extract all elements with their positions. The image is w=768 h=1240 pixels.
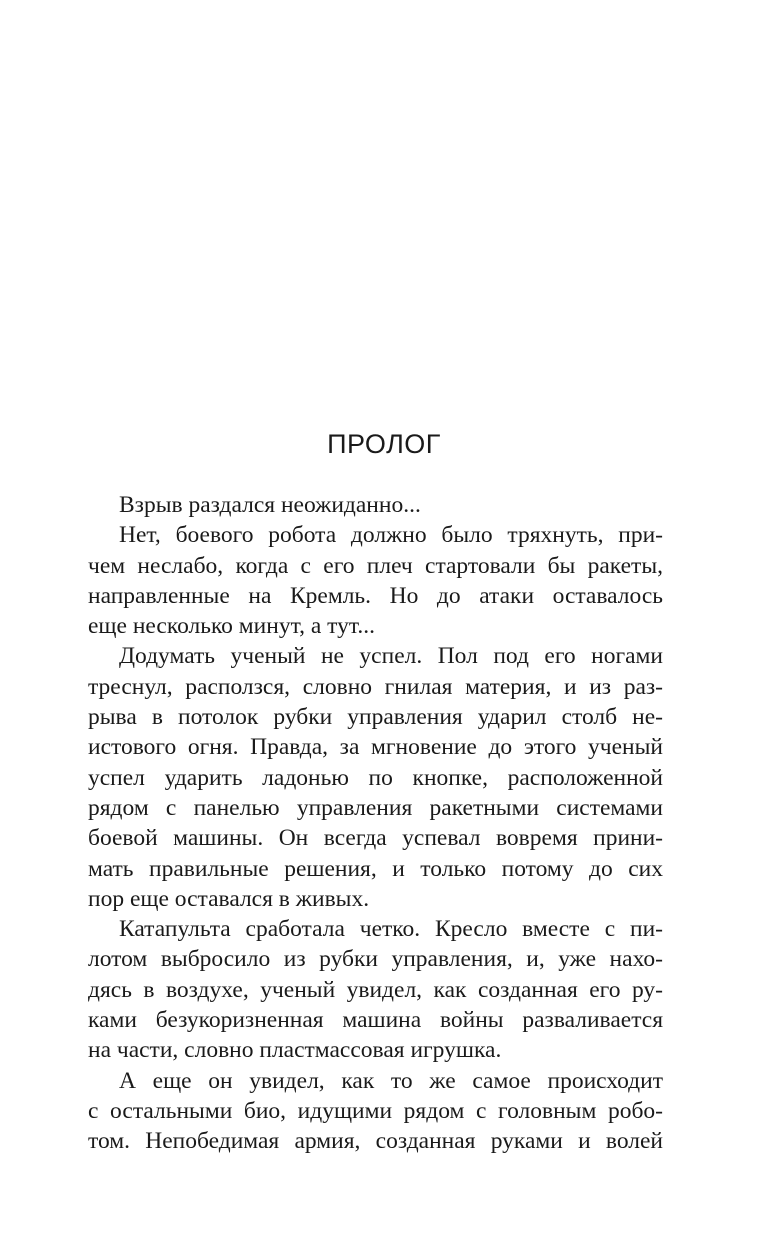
body-text — [88, 490, 663, 1157]
text-line: мать правильные решения, и только потому до сих — [88, 855, 663, 882]
text-line: рядом с панелью управления ракетными системами — [88, 794, 663, 821]
text-line: успел ударить ладонью по кнопке, расположенной — [88, 764, 663, 791]
text-line: дясь в воздухе, ученый увидел, как созданная его ру- — [88, 976, 663, 1003]
text-line: Додумать ученый не успел. Пол под его ногами — [119, 643, 663, 670]
text-line: А еще он увидел, как то же самое происходит — [119, 1067, 663, 1094]
text-line: лотом выбросило из рубки управления, и, уже нахо- — [88, 946, 663, 973]
text-line: том. Непобедимая армия, созданная руками и волей — [88, 1128, 663, 1155]
text-line: Катапульта сработала четко. Кресло вместе с пи- — [119, 916, 663, 943]
text-line: истового огня. Правда, за мгновение до этого ученый — [88, 734, 663, 761]
text-line: рыва в потолок рубки управления ударил столб не- — [88, 704, 663, 731]
text-line: еще несколько минут, а тут... — [88, 613, 375, 640]
chapter-title: ПРОЛОГ — [327, 429, 441, 459]
text-line: чем неслабо, когда с его плеч стартовали бы ракеты, — [88, 552, 663, 579]
text-line: пор еще оставался в живых. — [88, 885, 370, 912]
text-line: с остальными био, идущими рядом с головным робо- — [88, 1097, 663, 1124]
text-line: направленные на Кремль. Но до атаки оставалось — [88, 582, 663, 609]
text-line: ками безукоризненная машина войны разваливается — [88, 1007, 663, 1034]
text-line: на части, словно пластмассовая игрушка. — [88, 1037, 502, 1064]
text-line: треснул, расползся, словно гнилая материя, и из раз- — [88, 673, 663, 700]
text-line: Взрыв раздался неожиданно... — [119, 492, 421, 518]
text-line: Нет, боевого робота должно было тряхнуть, при- — [119, 522, 663, 549]
text-line: боевой машины. Он всегда успевал вовремя прини- — [88, 825, 663, 852]
